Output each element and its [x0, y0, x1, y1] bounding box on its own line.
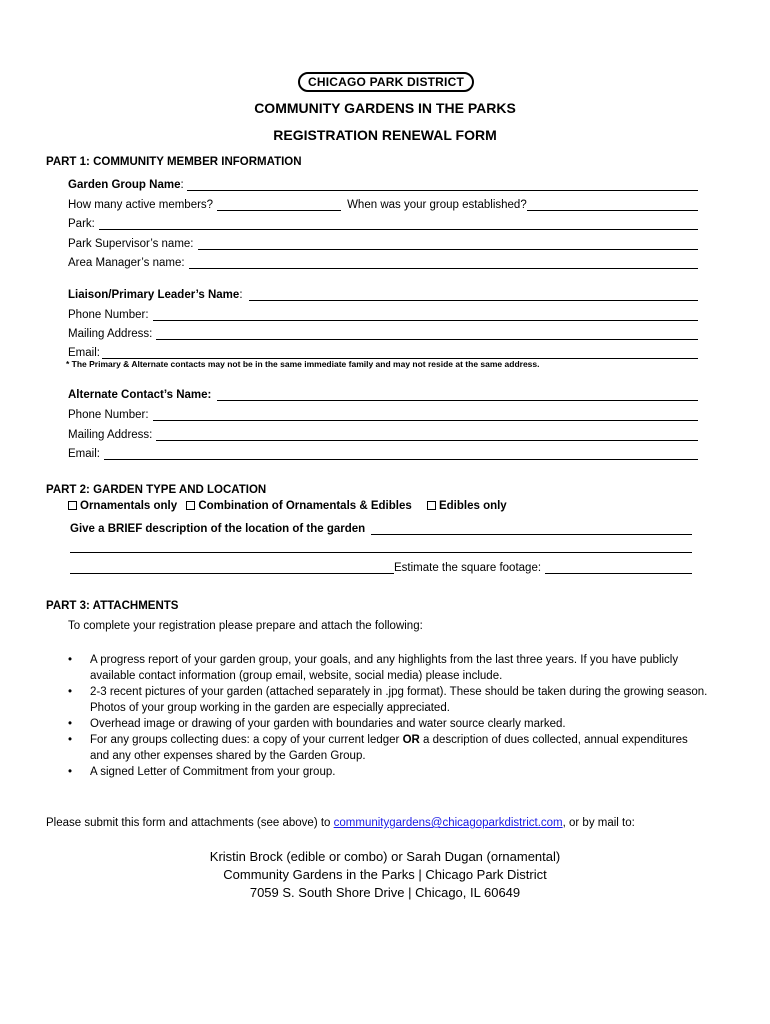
alt-mailing-row	[68, 425, 698, 441]
part1-heading: PART 1: COMMUNITY MEMBER INFORMATION	[46, 156, 302, 168]
alt-email-label: Email:	[68, 448, 100, 460]
square-footage-field[interactable]	[545, 561, 692, 574]
submit-instructions	[46, 817, 635, 829]
park-supervisor-row	[68, 234, 698, 250]
park-field[interactable]	[99, 217, 698, 230]
attachments-list	[68, 652, 708, 780]
list-item: • Overhead image or drawing of your garden with boundaries and water source clearly marked.	[68, 716, 708, 732]
established-field[interactable]	[527, 198, 698, 211]
active-members-field[interactable]	[217, 198, 341, 211]
description-field-line3[interactable]	[70, 561, 394, 574]
attachments-intro: To complete your registration please prepare and attach the following:	[68, 620, 423, 632]
list-item-bold: OR	[402, 734, 420, 746]
alt-mailing-label: Mailing Address:	[68, 429, 153, 441]
part2-heading: PART 2: GARDEN TYPE AND LOCATION	[46, 484, 267, 496]
park-supervisor-label: Park Supervisor’s name:	[68, 238, 194, 250]
list-item-text: a description of dues collected, annual expenditures and any other expenses shared by the Garden Group.	[90, 734, 688, 762]
square-footage-row	[70, 558, 692, 574]
checkbox-combination[interactable]	[186, 501, 195, 510]
alt-mailing-field[interactable]	[156, 428, 698, 441]
liaison-phone-row	[68, 305, 698, 321]
contact-line-1: Kristin Brock (edible or combo) or Sarah Dugan (ornamental)	[209, 849, 561, 864]
option-edibles[interactable]	[427, 500, 507, 512]
park-row	[68, 214, 698, 230]
option-combination[interactable]	[186, 500, 411, 512]
list-item	[68, 732, 708, 764]
liaison-email-row	[68, 343, 698, 359]
form-subtitle: REGISTRATION RENEWAL FORM	[273, 127, 497, 143]
liaison-mailing-label: Mailing Address:	[68, 328, 153, 340]
description-field-line2[interactable]	[70, 552, 692, 553]
alt-phone-label: Phone Number:	[68, 409, 149, 421]
description-row	[70, 519, 692, 535]
checkbox-ornamentals[interactable]	[68, 501, 77, 510]
part3-heading: PART 3: ATTACHMENTS	[46, 600, 179, 612]
submit-suffix: , or by mail to:	[562, 817, 635, 829]
garden-group-name-row: Garden Group Name :	[68, 175, 698, 191]
list-item: • A signed Letter of Commitment from your group.	[68, 764, 708, 780]
contact-note: * The Primary & Alternate contacts may not be in the same immediate family and may not reside at the same address.	[66, 359, 540, 369]
garden-group-name-field[interactable]	[187, 178, 698, 191]
description-label: Give a BRIEF description of the location of the garden	[70, 523, 366, 535]
liaison-mailing-row	[68, 324, 698, 340]
checkbox-edibles[interactable]	[427, 501, 436, 510]
alternate-row	[68, 385, 698, 401]
alt-phone-row	[68, 405, 698, 421]
liaison-email-field[interactable]	[102, 346, 698, 359]
garden-group-name-label: Garden Group Name	[68, 179, 181, 191]
active-members-label: How many active members?	[68, 199, 214, 211]
area-manager-label: Area Manager’s name:	[68, 257, 185, 269]
list-item: • 2-3 recent pictures of your garden (attached separately in .jpg format). These should be taken during the growing season. Photos of your group working in the garden are especially appreciated.	[68, 684, 708, 716]
area-manager-field[interactable]	[189, 256, 698, 269]
liaison-name-label: Liaison/Primary Leader’s Name	[68, 289, 240, 301]
email-link[interactable]: communitygardens@chicagoparkdistrict.com	[333, 817, 563, 829]
liaison-row: Liaison/Primary Leader’s Name :	[68, 285, 698, 301]
liaison-phone-label: Phone Number:	[68, 309, 149, 321]
alternate-name-label: Alternate Contact’s Name:	[68, 389, 212, 401]
submit-prefix: Please submit this form and attachments (see above) to	[46, 817, 334, 829]
contact-line-3: 7059 S. South Shore Drive | Chicago, IL 60649	[249, 885, 521, 900]
liaison-phone-field[interactable]	[153, 308, 698, 321]
garden-type-options	[68, 500, 513, 512]
chicago-park-district-logo: CHICAGO PARK DISTRICT	[298, 72, 474, 92]
option-combination-label: Combination of Ornamentals & Edibles	[198, 500, 412, 512]
option-ornamentals-label: Ornamentals only	[80, 500, 178, 512]
park-label: Park:	[68, 218, 95, 230]
alt-email-field[interactable]	[104, 447, 698, 460]
liaison-name-field[interactable]	[249, 288, 698, 301]
park-supervisor-field[interactable]	[198, 237, 699, 250]
alternate-name-field[interactable]	[217, 388, 698, 401]
members-row	[68, 195, 698, 211]
option-ornamentals[interactable]	[68, 500, 177, 512]
form-title: COMMUNITY GARDENS IN THE PARKS	[254, 100, 516, 116]
established-label: When was your group established?	[347, 199, 527, 211]
liaison-mailing-field[interactable]	[156, 327, 698, 340]
contact-line-2: Community Gardens in the Parks | Chicago Park District	[223, 867, 547, 882]
liaison-email-label: Email:	[68, 347, 100, 359]
list-item: • A progress report of your garden group, your goals, and any highlights from the last three years. If you have publicly available contact information (group email, website, social media) please include.	[68, 652, 708, 684]
area-manager-row	[68, 253, 698, 269]
square-footage-label: Estimate the square footage:	[394, 562, 542, 574]
description-field-line1[interactable]	[371, 522, 692, 535]
option-edibles-label: Edibles only	[438, 500, 507, 512]
alt-phone-field[interactable]	[153, 408, 698, 421]
alt-email-row	[68, 444, 698, 460]
list-item-text: For any groups collecting dues: a copy of your current ledger	[90, 734, 403, 746]
